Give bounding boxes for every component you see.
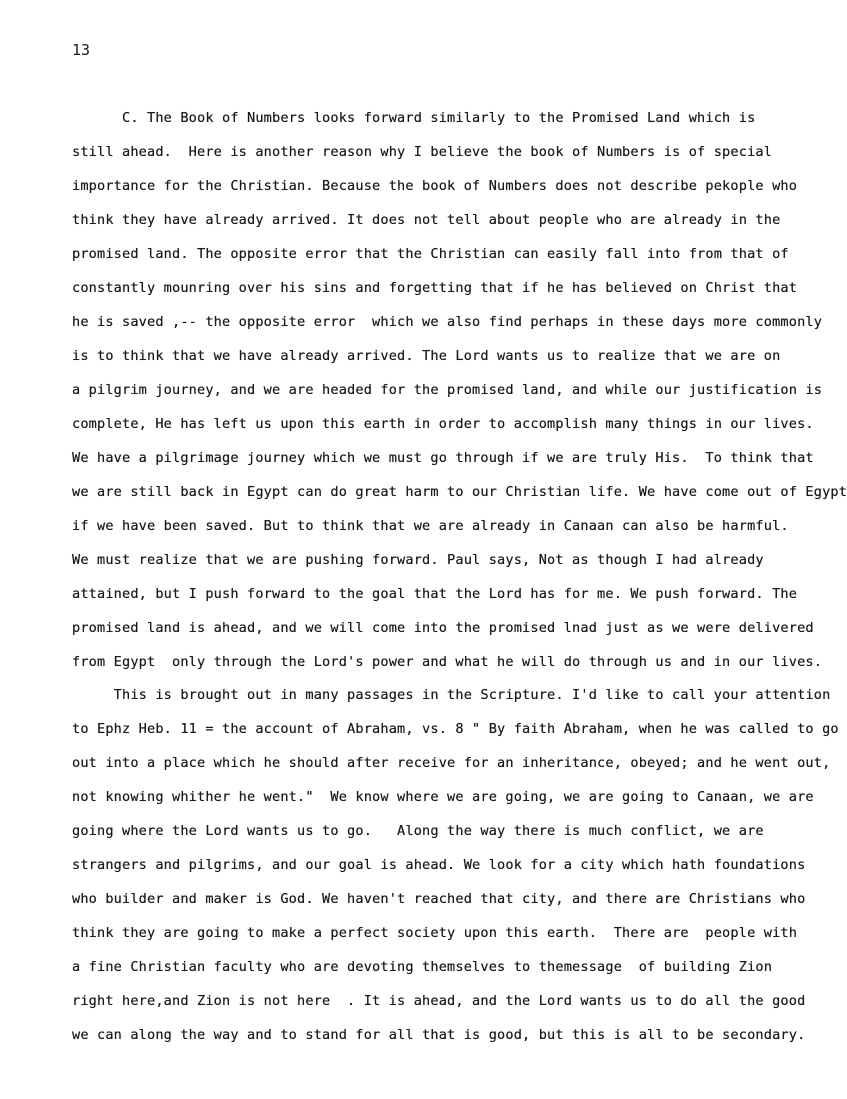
text-line: a pilgrim journey, and we are headed for the promised land, and while our justification is	[72, 381, 823, 398]
text-line: This is brought out in many passages in the Scripture. I'd like to call your attention	[72, 687, 831, 704]
text-line: right here,and Zion is not here . It is ahead, and the Lord wants us to do all the good	[72, 993, 806, 1010]
text-line: not knowing whither he went." We know where we are going, we are going to Canaan, we are	[72, 789, 814, 806]
text-line: complete, He has left us upon this earth in order to accomplish many things in our lives.	[72, 415, 814, 432]
text-line: promised land. The opposite error that the Christian can easily fall into from that of	[72, 245, 789, 262]
text-line: who builder and maker is God. We haven't reached that city, and there are Christians who	[72, 891, 806, 908]
page-number: 13	[72, 41, 91, 59]
text-line: we can along the way and to stand for all that is good, but this is all to be secondary.	[72, 1027, 806, 1044]
text-line: We must realize that we are pushing forward. Paul says, Not as though I had already	[72, 551, 764, 568]
text-line: We have a pilgrimage journey which we must go through if we are truly His. To think that	[72, 449, 814, 466]
text-line: if we have been saved. But to think that we are already in Canaan can also be harmful.	[72, 517, 789, 534]
text-line: to Ephz Heb. 11 = the account of Abraham, vs. 8 " By faith Abraham, when he was called to go	[72, 721, 839, 738]
text-line: he is saved ,-- the opposite error which we also find perhaps in these days more commonly	[72, 313, 823, 330]
text-line: out into a place which he should after receive for an inheritance, obeyed; and he went out,	[72, 755, 831, 772]
text-line: is to think that we have already arrived. The Lord wants us to realize that we are on	[72, 347, 781, 364]
text-line: think they are going to make a perfect society upon this earth. There are people with	[72, 925, 798, 942]
body-text	[72, 107, 847, 1058]
text-line: from Egypt only through the Lord's power and what he will do through us and in our lives.	[72, 653, 823, 670]
text-line: attained, but I push forward to the goal that the Lord has for me. We push forward. The	[72, 585, 798, 602]
text-line: think they have already arrived. It does not tell about people who are already in the	[72, 211, 781, 228]
text-line: still ahead. Here is another reason why I believe the book of Numbers is of special	[72, 143, 773, 160]
text-line: a fine Christian faculty who are devoting themselves to themessage of building Zion	[72, 959, 773, 976]
text-line: importance for the Christian. Because the book of Numbers does not describe pekople who	[72, 177, 798, 194]
text-line: we are still back in Egypt can do great harm to our Christian life. We have come out of Egypt	[72, 483, 847, 500]
text-line: going where the Lord wants us to go. Along the way there is much conflict, we are	[72, 823, 764, 840]
text-line: C. The Book of Numbers looks forward similarly to the Promised Land which is	[72, 110, 756, 126]
text-line: constantly mounring over his sins and forgetting that if he has believed on Christ that	[72, 279, 798, 296]
text-line: promised land is ahead, and we will come into the promised lnad just as we were delivered	[72, 619, 814, 636]
text-line: strangers and pilgrims, and our goal is ahead. We look for a city which hath foundations	[72, 857, 806, 874]
